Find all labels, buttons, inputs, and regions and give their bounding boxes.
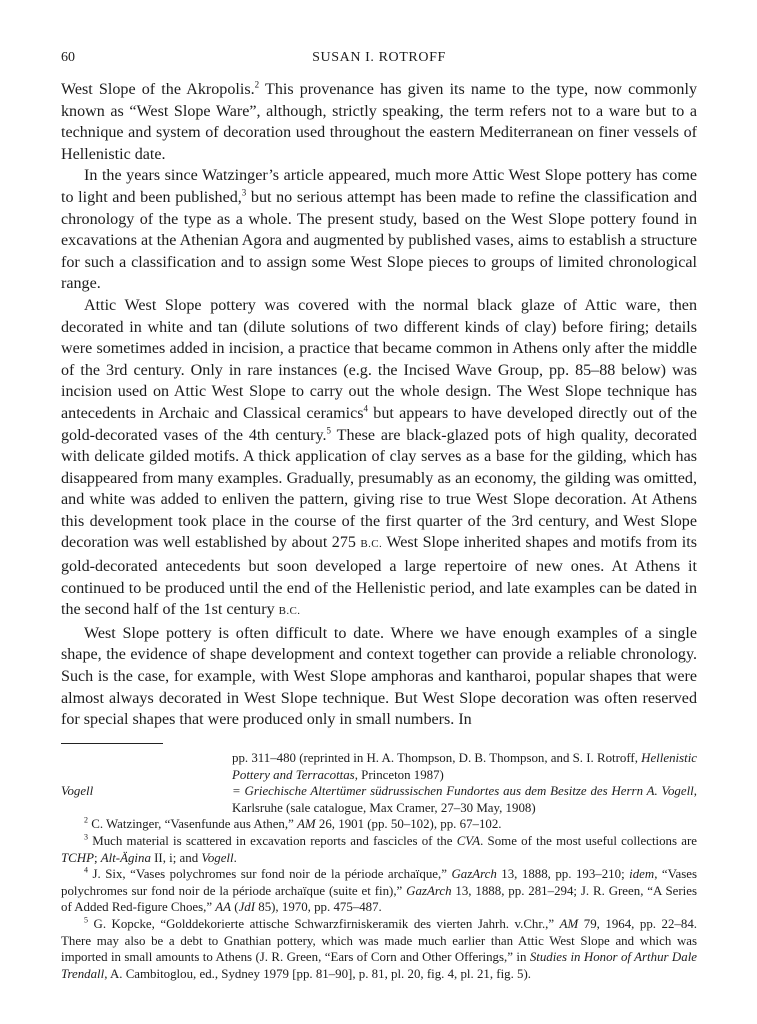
page-number: 60 xyxy=(61,50,75,65)
era-abbrev: B.C. xyxy=(278,605,301,618)
abbreviation-vogell xyxy=(61,783,697,816)
page-header xyxy=(61,50,697,74)
paragraph-1: West Slope of the Akropolis.$^2$ This provenance has given its name to the type, now commonly known as “West Slope Ware”, although, strictly speaking, the term refers not to a ware but to a technique and system of decoration used throughout the eastern Mediterranean on finer vessels of Hellenistic date. xyxy=(61,79,697,163)
footnotes xyxy=(61,750,697,982)
abbreviation-continuation: pp. 311–480 (reprinted in H. A. Thompson, D. B. Thompson, and S. I. Rotroff, Hellenistic Pottery and Terracottas, Princeton 1987) xyxy=(232,751,697,782)
footnote-ref-4[interactable]: 4 xyxy=(363,403,369,414)
paragraph-3: Attic West Slope pottery was covered with the normal black glaze of Attic ware, then decorated in white and tan (dilute solutions of two different kinds of clay) before firing; details were sometimes added in incision, a practice that became common in Athens only after the middle of the 3rd century. Only in rare instances (e.g. the Incised Wave Group, pp. 85–88 below) was incision used on Attic West Slope to carry out the whole design. The West Slope technique has antecedents in Archaic and Classical ceramics$^4$ but appears to have developed directly out of the gold-decorated vases of the 4th century.$^5$ These are black-glazed pots of high quality, decorated with delicate gilded motifs. A thick application of clay serves as a base for the gilding, which has disappeared from many examples. Gradually, presumably as an economy, the gilding was omitted, and white was added to enliven the pattern, giving rise to true West Slope decoration. At Athens this development took place in the course of the first quarter of the 3rd century, and West Slope decoration was well established by about 275 B.C. West Slope inherited shapes and motifs from its gold-decorated antecedents but soon developed a large repertoire of new ones. At Athens it continued to be produced until the end of the Hellenistic period, and late examples can be dated in the second half of the 1st century B.C. xyxy=(61,296,697,619)
footnote-5: $^5$ G. Kopcke, “Golddekorierte attische Schwarzfirniskeramik des vierten Jahrh. v.Chr.,” AM 79, 1964, pp. 22–84. There may also be a debt to Gnathian pottery, which was made much earlier than Attic West Slope and which was imported in small amounts to Athens (J. R. Green, “Ears of Corn and Other Offerings,” in Studies in Honor of Arthur Dale Trendall, A. Cambitoglou, ed., Sydney 1979 [pp. 81–90], p. 81, pl. 20, fig. 4, pl. 21, fig. 5). xyxy=(61,915,697,981)
abbreviation-key: Vogell xyxy=(61,784,94,799)
footnote-ref-3[interactable]: 3 xyxy=(241,187,247,198)
footnote-4: $^4$ J. Six, “Vases polychromes sur fond noir de la période archaïque,” GazArch 13, 1888, pp. 193–210; idem, “Vases polychromes sur fond noir de la période archaïque (suite et fin),” GazArch 13, 1888, pp. 281–294; J. R. Green, “A Series of Added Red-figure Choes,” AA (JdI 85), 1970, pp. 475–487. xyxy=(61,865,698,915)
paragraph-2: In the years since Watzinger’s article appeared, much more Attic West Slope pottery has come to light and been published,$^3$ but no serious attempt has been made to refine the classification and chronology of the type as a whole. The present study, based on the West Slope pottery found in excavations at the Athenian Agora and augmented by published vases, aims to establish a structure for such a classification and to assign some West Slope pieces to groups of limited chronological range. xyxy=(61,167,697,293)
footnote-2: $^2$ C. Watzinger, “Vasenfunde aus Athen,” AM 26, 1901 (pp. 50–102), pp. 67–102. xyxy=(84,816,502,832)
footnote-3: $^3$ Much material is scattered in excavation reports and fascicles of the CVA. Some of the most useful collections are TCHP; Alt-Ägina II, i; and Vogell. xyxy=(61,832,697,865)
abbreviation-value: = Griechische Altertümer südrussischen Fundortes aus dem Besitze des Herrn A. Vogell, Karlsruhe (sale catalogue, Max Cramer, 27–30 May, 1908) xyxy=(232,784,697,815)
paragraph-4: West Slope pottery is often difficult to date. Where we have enough examples of a single shape, the evidence of shape development and context together can provide a reliable chronology. Such is the case, for example, with West Slope amphoras and kantharoi, popular shapes that were almost always decorated in West Slope technique. But West Slope decoration was often reserved for special shapes that were produced only in small numbers. In xyxy=(61,624,697,729)
footnote-rule xyxy=(61,743,163,744)
era-abbrev: B.C. xyxy=(360,538,383,551)
running-head: SUSAN I. ROTROFF xyxy=(312,50,446,65)
footnote-ref-5[interactable]: 5 xyxy=(326,425,332,436)
footnote-ref-2[interactable]: 2 xyxy=(254,79,260,90)
body-text xyxy=(61,79,697,731)
